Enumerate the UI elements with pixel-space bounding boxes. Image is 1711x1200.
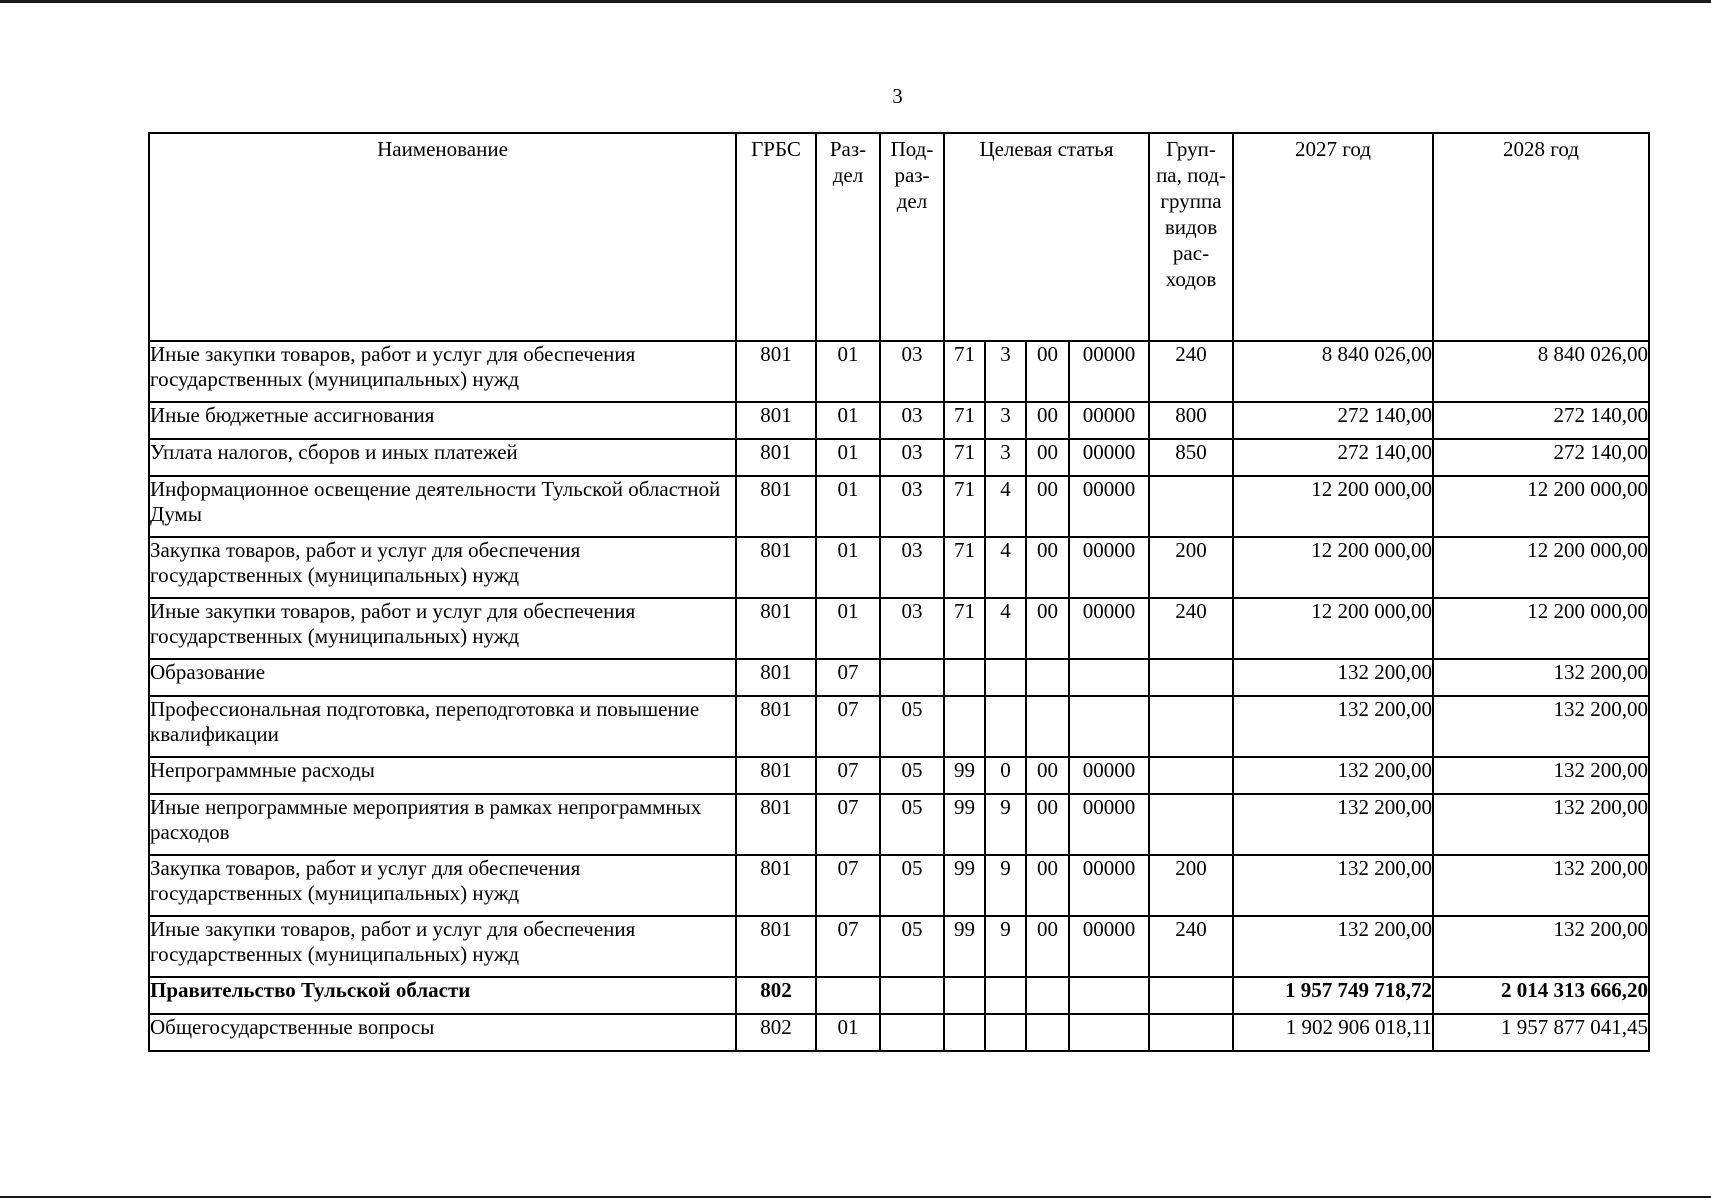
row-amount-2028: 2 014 313 666,20: [1433, 977, 1649, 1014]
table-row: [149, 476, 1649, 537]
table-row: [149, 402, 1649, 439]
row-amount-2027: 132 200,00: [1233, 855, 1433, 916]
row-podrazdel: 03: [880, 598, 944, 659]
page-number: 3: [892, 84, 903, 108]
table-row: [149, 794, 1649, 855]
row-expense-group: 240: [1149, 341, 1233, 402]
row-target-subprogram: [1026, 659, 1069, 696]
row-razdel: 07: [816, 794, 880, 855]
row-amount-2027: 132 200,00: [1233, 659, 1433, 696]
row-name: Образование: [149, 659, 736, 696]
row-podrazdel: [880, 659, 944, 696]
row-amount-2027: 12 200 000,00: [1233, 537, 1433, 598]
row-name: Иные закупки товаров, работ и услуг для обеспечения государственных (муниципальных) нужд: [149, 598, 736, 659]
row-target-type: [985, 659, 1026, 696]
row-name: Общегосударственные вопросы: [149, 1014, 736, 1051]
row-grbs: 802: [736, 1014, 816, 1051]
row-target-direction: [1069, 1014, 1149, 1051]
row-target-type: 0: [985, 757, 1026, 794]
row-target-type: 4: [985, 476, 1026, 537]
row-grbs: 801: [736, 855, 816, 916]
header-year-2028: 2028 год: [1433, 133, 1649, 341]
header-year-2027: 2027 год: [1233, 133, 1433, 341]
row-expense-group: [1149, 1014, 1233, 1051]
row-target-subprogram: 00: [1026, 402, 1069, 439]
row-target-direction: 00000: [1069, 855, 1149, 916]
row-grbs: 801: [736, 341, 816, 402]
header-razdel: Раз- дел: [816, 133, 880, 341]
row-razdel: 01: [816, 476, 880, 537]
table-row: [149, 916, 1649, 977]
row-expense-group: [1149, 794, 1233, 855]
row-target-program: 71: [944, 476, 985, 537]
table-row: [149, 537, 1649, 598]
row-target-type: [985, 1014, 1026, 1051]
scan-top-edge: [0, 0, 1711, 3]
row-target-program: 71: [944, 537, 985, 598]
row-amount-2027: 132 200,00: [1233, 696, 1433, 757]
row-target-type: 4: [985, 598, 1026, 659]
row-amount-2028: 272 140,00: [1433, 402, 1649, 439]
row-target-subprogram: 00: [1026, 598, 1069, 659]
header-grbs: ГРБС: [736, 133, 816, 341]
row-expense-group: [1149, 977, 1233, 1014]
row-target-subprogram: 00: [1026, 476, 1069, 537]
row-grbs: 802: [736, 977, 816, 1014]
row-name: Правительство Тульской области: [149, 977, 736, 1014]
scan-bottom-edge: [0, 1196, 1711, 1198]
row-target-direction: [1069, 977, 1149, 1014]
row-expense-group: 240: [1149, 916, 1233, 977]
row-target-type: 9: [985, 916, 1026, 977]
row-grbs: 801: [736, 537, 816, 598]
row-target-direction: [1069, 659, 1149, 696]
table-row: [149, 855, 1649, 916]
row-podrazdel: [880, 1014, 944, 1051]
row-grbs: 801: [736, 598, 816, 659]
row-razdel: 07: [816, 696, 880, 757]
row-podrazdel: 05: [880, 916, 944, 977]
row-target-direction: 00000: [1069, 402, 1149, 439]
row-podrazdel: 03: [880, 402, 944, 439]
row-amount-2027: 272 140,00: [1233, 439, 1433, 476]
row-target-subprogram: 00: [1026, 794, 1069, 855]
row-target-direction: 00000: [1069, 537, 1149, 598]
row-name: Информационное освещение деятельности Тульской областной Думы: [149, 476, 736, 537]
row-target-direction: 00000: [1069, 341, 1149, 402]
row-amount-2028: 1 957 877 041,45: [1433, 1014, 1649, 1051]
row-podrazdel: 05: [880, 757, 944, 794]
row-grbs: 801: [736, 659, 816, 696]
table-row: [149, 598, 1649, 659]
row-expense-group: 200: [1149, 537, 1233, 598]
row-razdel: 01: [816, 598, 880, 659]
row-name: Уплата налогов, сборов и иных платежей: [149, 439, 736, 476]
row-target-type: 3: [985, 402, 1026, 439]
row-grbs: 801: [736, 794, 816, 855]
row-expense-group: [1149, 659, 1233, 696]
row-amount-2028: 132 200,00: [1433, 659, 1649, 696]
row-razdel: 01: [816, 341, 880, 402]
row-podrazdel: 03: [880, 439, 944, 476]
row-expense-group: 850: [1149, 439, 1233, 476]
row-razdel: 07: [816, 659, 880, 696]
row-target-subprogram: 00: [1026, 916, 1069, 977]
row-amount-2028: 132 200,00: [1433, 794, 1649, 855]
row-amount-2027: 1 902 906 018,11: [1233, 1014, 1433, 1051]
table-row: [149, 659, 1649, 696]
row-amount-2028: 132 200,00: [1433, 916, 1649, 977]
table-body: [149, 341, 1649, 1051]
row-amount-2028: 8 840 026,00: [1433, 341, 1649, 402]
row-target-type: 3: [985, 439, 1026, 476]
row-razdel: 01: [816, 439, 880, 476]
row-target-subprogram: [1026, 696, 1069, 757]
table-row: [149, 757, 1649, 794]
table-row: [149, 977, 1649, 1014]
row-podrazdel: 05: [880, 855, 944, 916]
row-grbs: 801: [736, 916, 816, 977]
row-razdel: 01: [816, 537, 880, 598]
row-amount-2027: 272 140,00: [1233, 402, 1433, 439]
row-razdel: 01: [816, 1014, 880, 1051]
row-amount-2028: 272 140,00: [1433, 439, 1649, 476]
row-amount-2027: 1 957 749 718,72: [1233, 977, 1433, 1014]
table-header-row: [149, 133, 1649, 341]
row-target-type: 3: [985, 341, 1026, 402]
row-target-direction: 00000: [1069, 439, 1149, 476]
table-row: [149, 439, 1649, 476]
row-target-direction: 00000: [1069, 757, 1149, 794]
header-name: Наименование: [149, 133, 736, 341]
row-target-type: 9: [985, 794, 1026, 855]
row-target-subprogram: [1026, 1014, 1069, 1051]
row-target-type: [985, 696, 1026, 757]
row-amount-2027: 132 200,00: [1233, 916, 1433, 977]
row-target-type: 4: [985, 537, 1026, 598]
row-razdel: 07: [816, 757, 880, 794]
row-podrazdel: 03: [880, 341, 944, 402]
row-expense-group: [1149, 696, 1233, 757]
row-podrazdel: 05: [880, 794, 944, 855]
row-target-subprogram: 00: [1026, 757, 1069, 794]
row-target-program: 99: [944, 855, 985, 916]
row-target-direction: 00000: [1069, 916, 1149, 977]
row-amount-2028: 12 200 000,00: [1433, 537, 1649, 598]
row-target-subprogram: 00: [1026, 537, 1069, 598]
row-name: Профессиональная подготовка, переподготовка и повышение квалификации: [149, 696, 736, 757]
row-razdel: 07: [816, 855, 880, 916]
row-target-program: [944, 1014, 985, 1051]
row-expense-group: 800: [1149, 402, 1233, 439]
row-podrazdel: 05: [880, 696, 944, 757]
row-target-subprogram: 00: [1026, 439, 1069, 476]
row-grbs: 801: [736, 439, 816, 476]
row-grbs: 801: [736, 402, 816, 439]
row-target-type: [985, 977, 1026, 1014]
row-amount-2028: 132 200,00: [1433, 855, 1649, 916]
row-razdel: 01: [816, 402, 880, 439]
table-row: [149, 1014, 1649, 1051]
row-target-type: 9: [985, 855, 1026, 916]
row-target-subprogram: [1026, 977, 1069, 1014]
row-amount-2027: 12 200 000,00: [1233, 598, 1433, 659]
row-amount-2028: 132 200,00: [1433, 696, 1649, 757]
row-target-direction: 00000: [1069, 794, 1149, 855]
row-target-program: [944, 977, 985, 1014]
row-name: Иные закупки товаров, работ и услуг для обеспечения государственных (муниципальных) нужд: [149, 916, 736, 977]
row-target-program: 99: [944, 757, 985, 794]
row-target-direction: 00000: [1069, 476, 1149, 537]
row-target-program: [944, 659, 985, 696]
row-podrazdel: [880, 977, 944, 1014]
table-row: [149, 696, 1649, 757]
row-podrazdel: 03: [880, 476, 944, 537]
row-name: Непрограммные расходы: [149, 757, 736, 794]
row-amount-2028: 12 200 000,00: [1433, 598, 1649, 659]
row-target-program: 99: [944, 794, 985, 855]
row-target-program: 71: [944, 402, 985, 439]
row-target-program: 99: [944, 916, 985, 977]
header-expense-group: Груп- па, под- группа видов рас- ходов: [1149, 133, 1233, 341]
row-amount-2028: 12 200 000,00: [1433, 476, 1649, 537]
budget-table: [148, 132, 1650, 1052]
row-amount-2027: 8 840 026,00: [1233, 341, 1433, 402]
row-podrazdel: 03: [880, 537, 944, 598]
table-row: [149, 341, 1649, 402]
row-grbs: 801: [736, 757, 816, 794]
row-target-program: [944, 696, 985, 757]
row-name: Иные непрограммные мероприятия в рамках непрограммных расходов: [149, 794, 736, 855]
row-target-subprogram: 00: [1026, 855, 1069, 916]
row-target-program: 71: [944, 439, 985, 476]
row-name: Закупка товаров, работ и услуг для обеспечения государственных (муниципальных) нужд: [149, 855, 736, 916]
row-target-program: 71: [944, 341, 985, 402]
row-amount-2027: 132 200,00: [1233, 757, 1433, 794]
header-podrazdel: Под- раз- дел: [880, 133, 944, 341]
row-name: Закупка товаров, работ и услуг для обеспечения государственных (муниципальных) нужд: [149, 537, 736, 598]
row-grbs: 801: [736, 476, 816, 537]
row-razdel: [816, 977, 880, 1014]
row-expense-group: [1149, 757, 1233, 794]
row-expense-group: 200: [1149, 855, 1233, 916]
row-target-program: 71: [944, 598, 985, 659]
row-amount-2028: 132 200,00: [1433, 757, 1649, 794]
row-expense-group: 240: [1149, 598, 1233, 659]
row-name: Иные закупки товаров, работ и услуг для обеспечения государственных (муниципальных) нужд: [149, 341, 736, 402]
row-target-direction: 00000: [1069, 598, 1149, 659]
header-target-article: Целевая статья: [944, 133, 1149, 341]
row-amount-2027: 12 200 000,00: [1233, 476, 1433, 537]
row-amount-2027: 132 200,00: [1233, 794, 1433, 855]
row-grbs: 801: [736, 696, 816, 757]
row-target-subprogram: 00: [1026, 341, 1069, 402]
row-target-direction: [1069, 696, 1149, 757]
row-razdel: 07: [816, 916, 880, 977]
row-expense-group: [1149, 476, 1233, 537]
row-name: Иные бюджетные ассигнования: [149, 402, 736, 439]
